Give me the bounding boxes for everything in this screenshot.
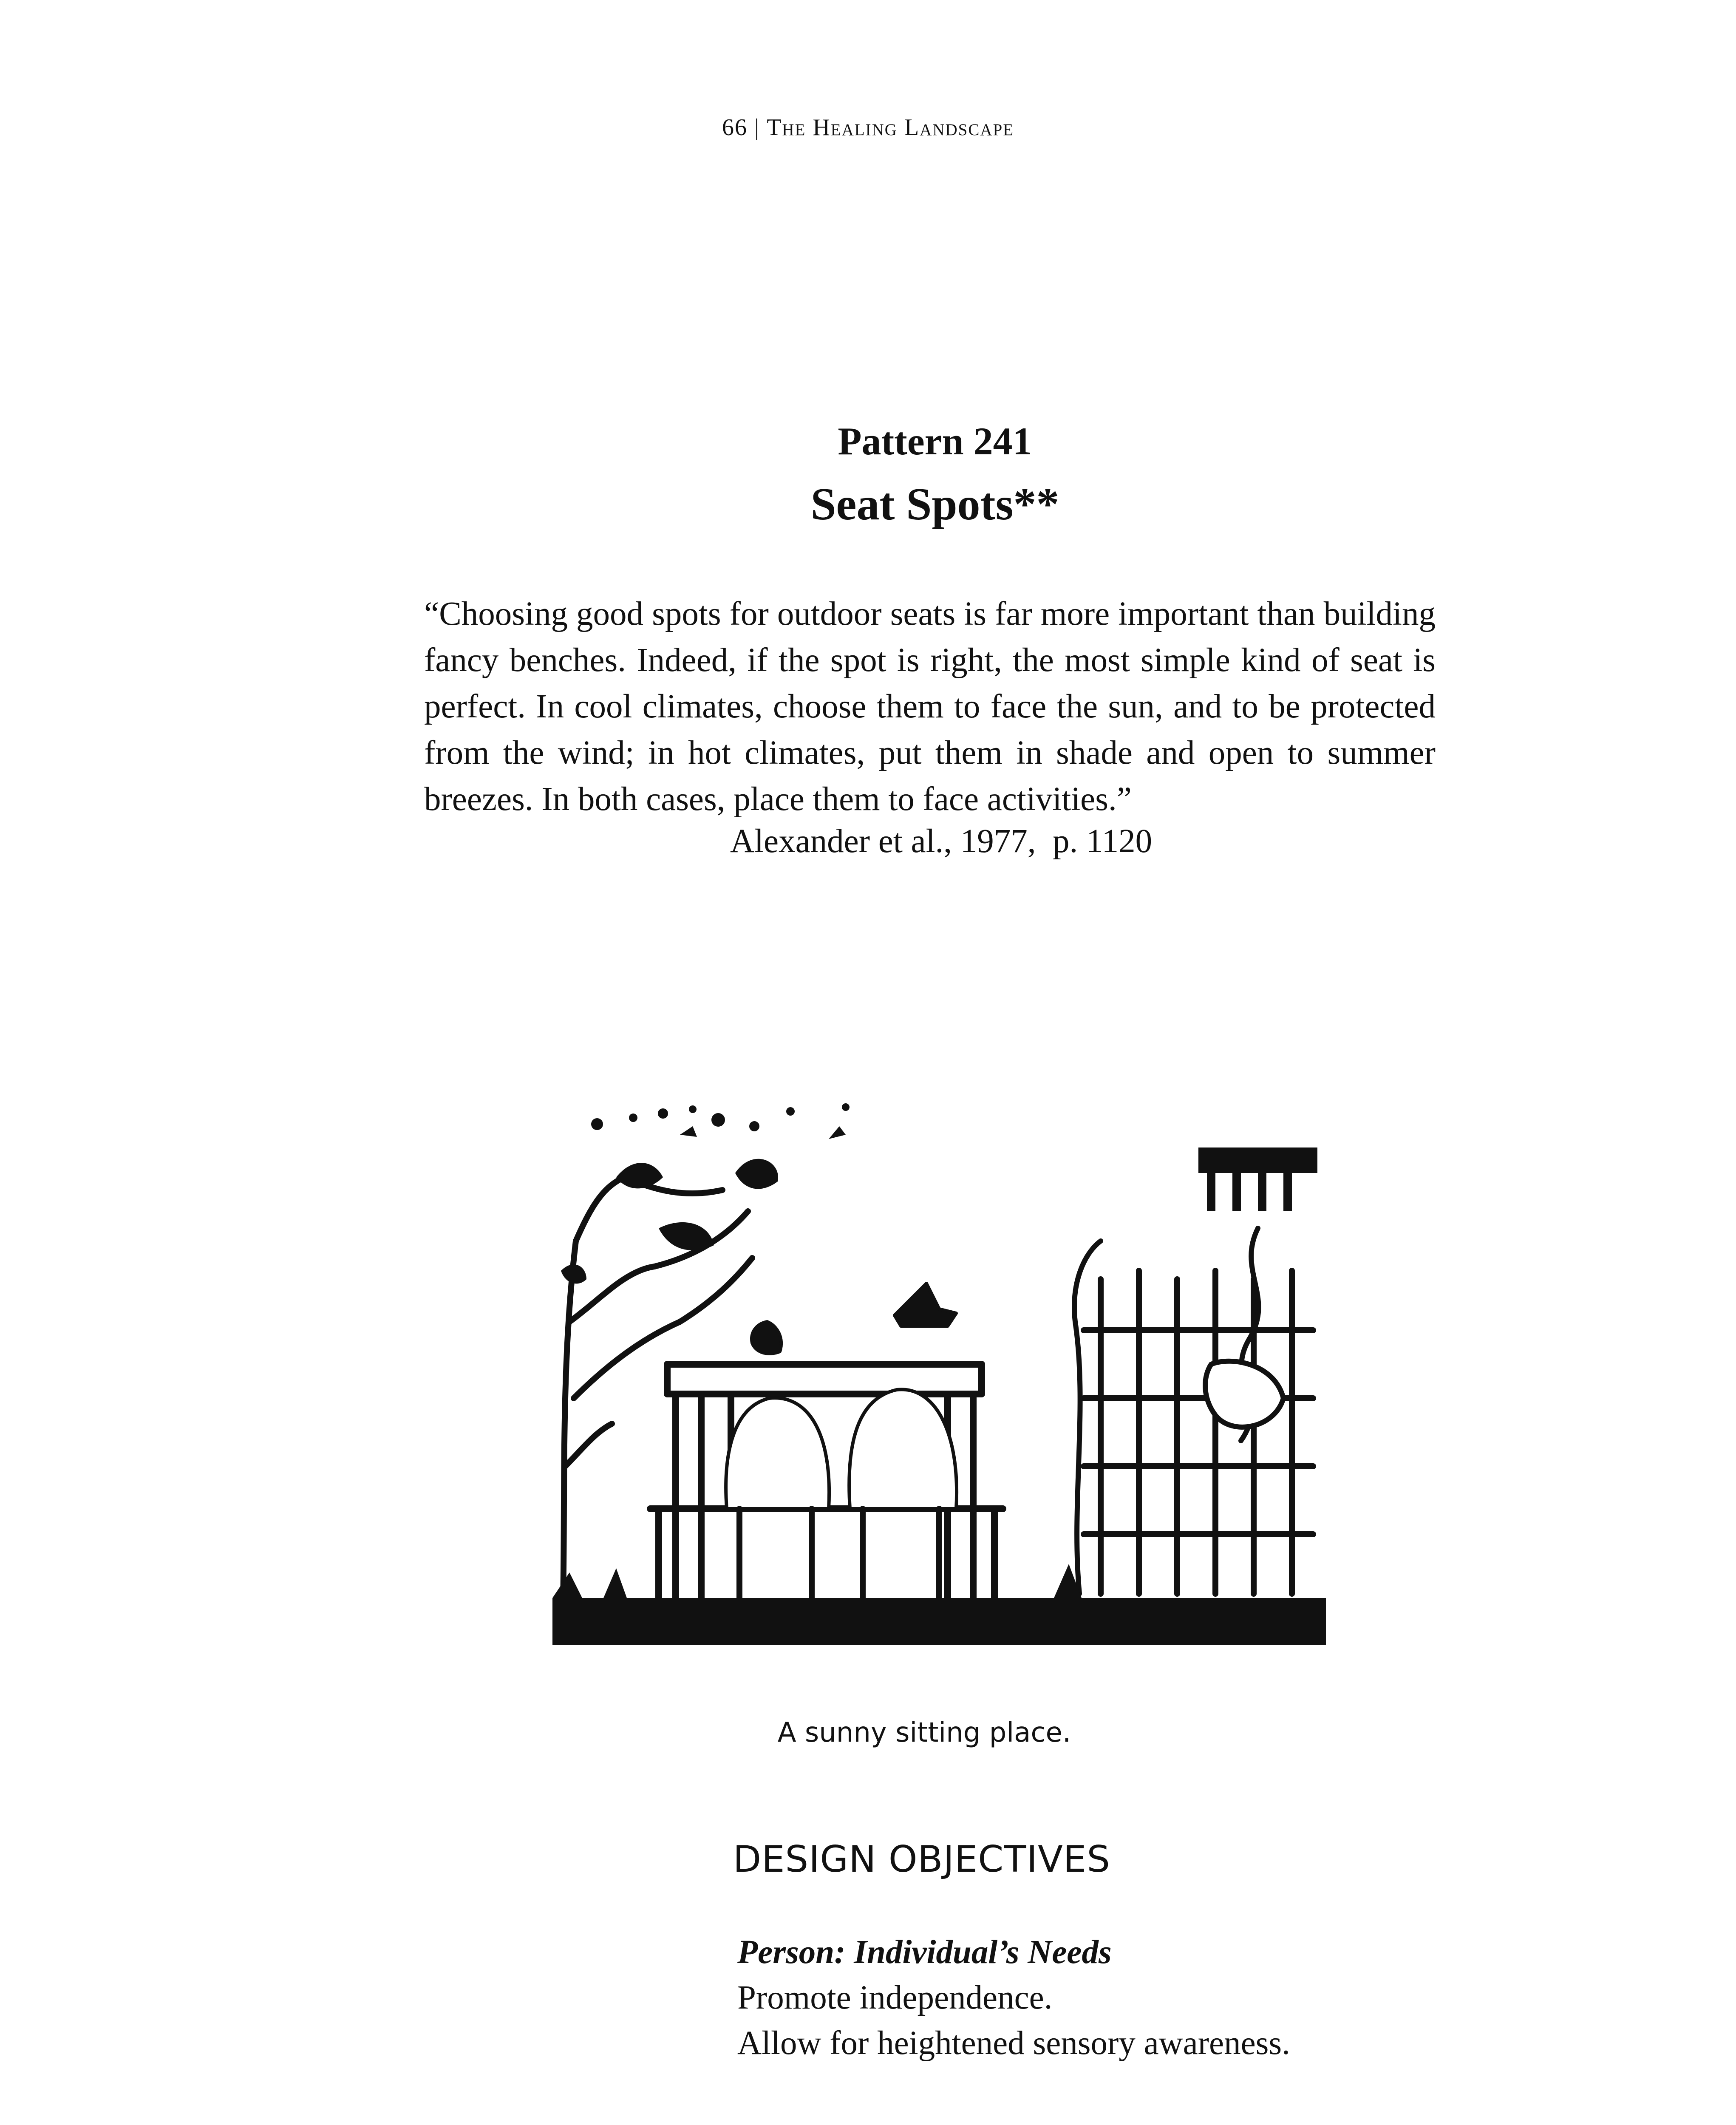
objective-item: Promote independence. (737, 1979, 1053, 2016)
page-number: 66 (722, 114, 748, 141)
pattern-quote: “Choosing good spots for outdoor seats is far more important than building fancy benches. Indeed, if the spot is right, the most simple kind of seat is perfect. In cool climates, choose them to face the sun, and to be protected from the wind; in hot climates, put them in shade and open to summer breezes. In both cases, place them to face activities.” (424, 595, 1436, 818)
pattern-number: Pattern 241 (838, 419, 1032, 463)
design-objectives-list (737, 1930, 1502, 2125)
objective-group-heading: Person: Individual’s Needs (737, 1934, 1112, 1971)
book-title: The Healing Landscape (767, 114, 1014, 141)
running-head-separator: | (754, 114, 760, 141)
quote-citation: Alexander et al., 1977, p. 1120 (730, 823, 1153, 860)
design-objectives-heading: DESIGN OBJECTIVES (733, 1838, 1110, 1881)
objective-item: Allow for heightened sensory awareness. (737, 2025, 1290, 2062)
illustration-caption: A sunny sitting place. (777, 1717, 1071, 1748)
foliage-dots (591, 1103, 850, 1139)
seated-figure-right (849, 1284, 957, 1598)
trellis-canopy (1198, 1148, 1317, 1211)
objective-group-person (737, 1930, 1502, 2066)
running-head (0, 114, 1736, 141)
sunny-sitting-place-illustration (552, 1101, 1326, 1666)
trellis (1084, 1271, 1313, 1594)
pattern-title: Seat Spots** (810, 479, 1059, 530)
